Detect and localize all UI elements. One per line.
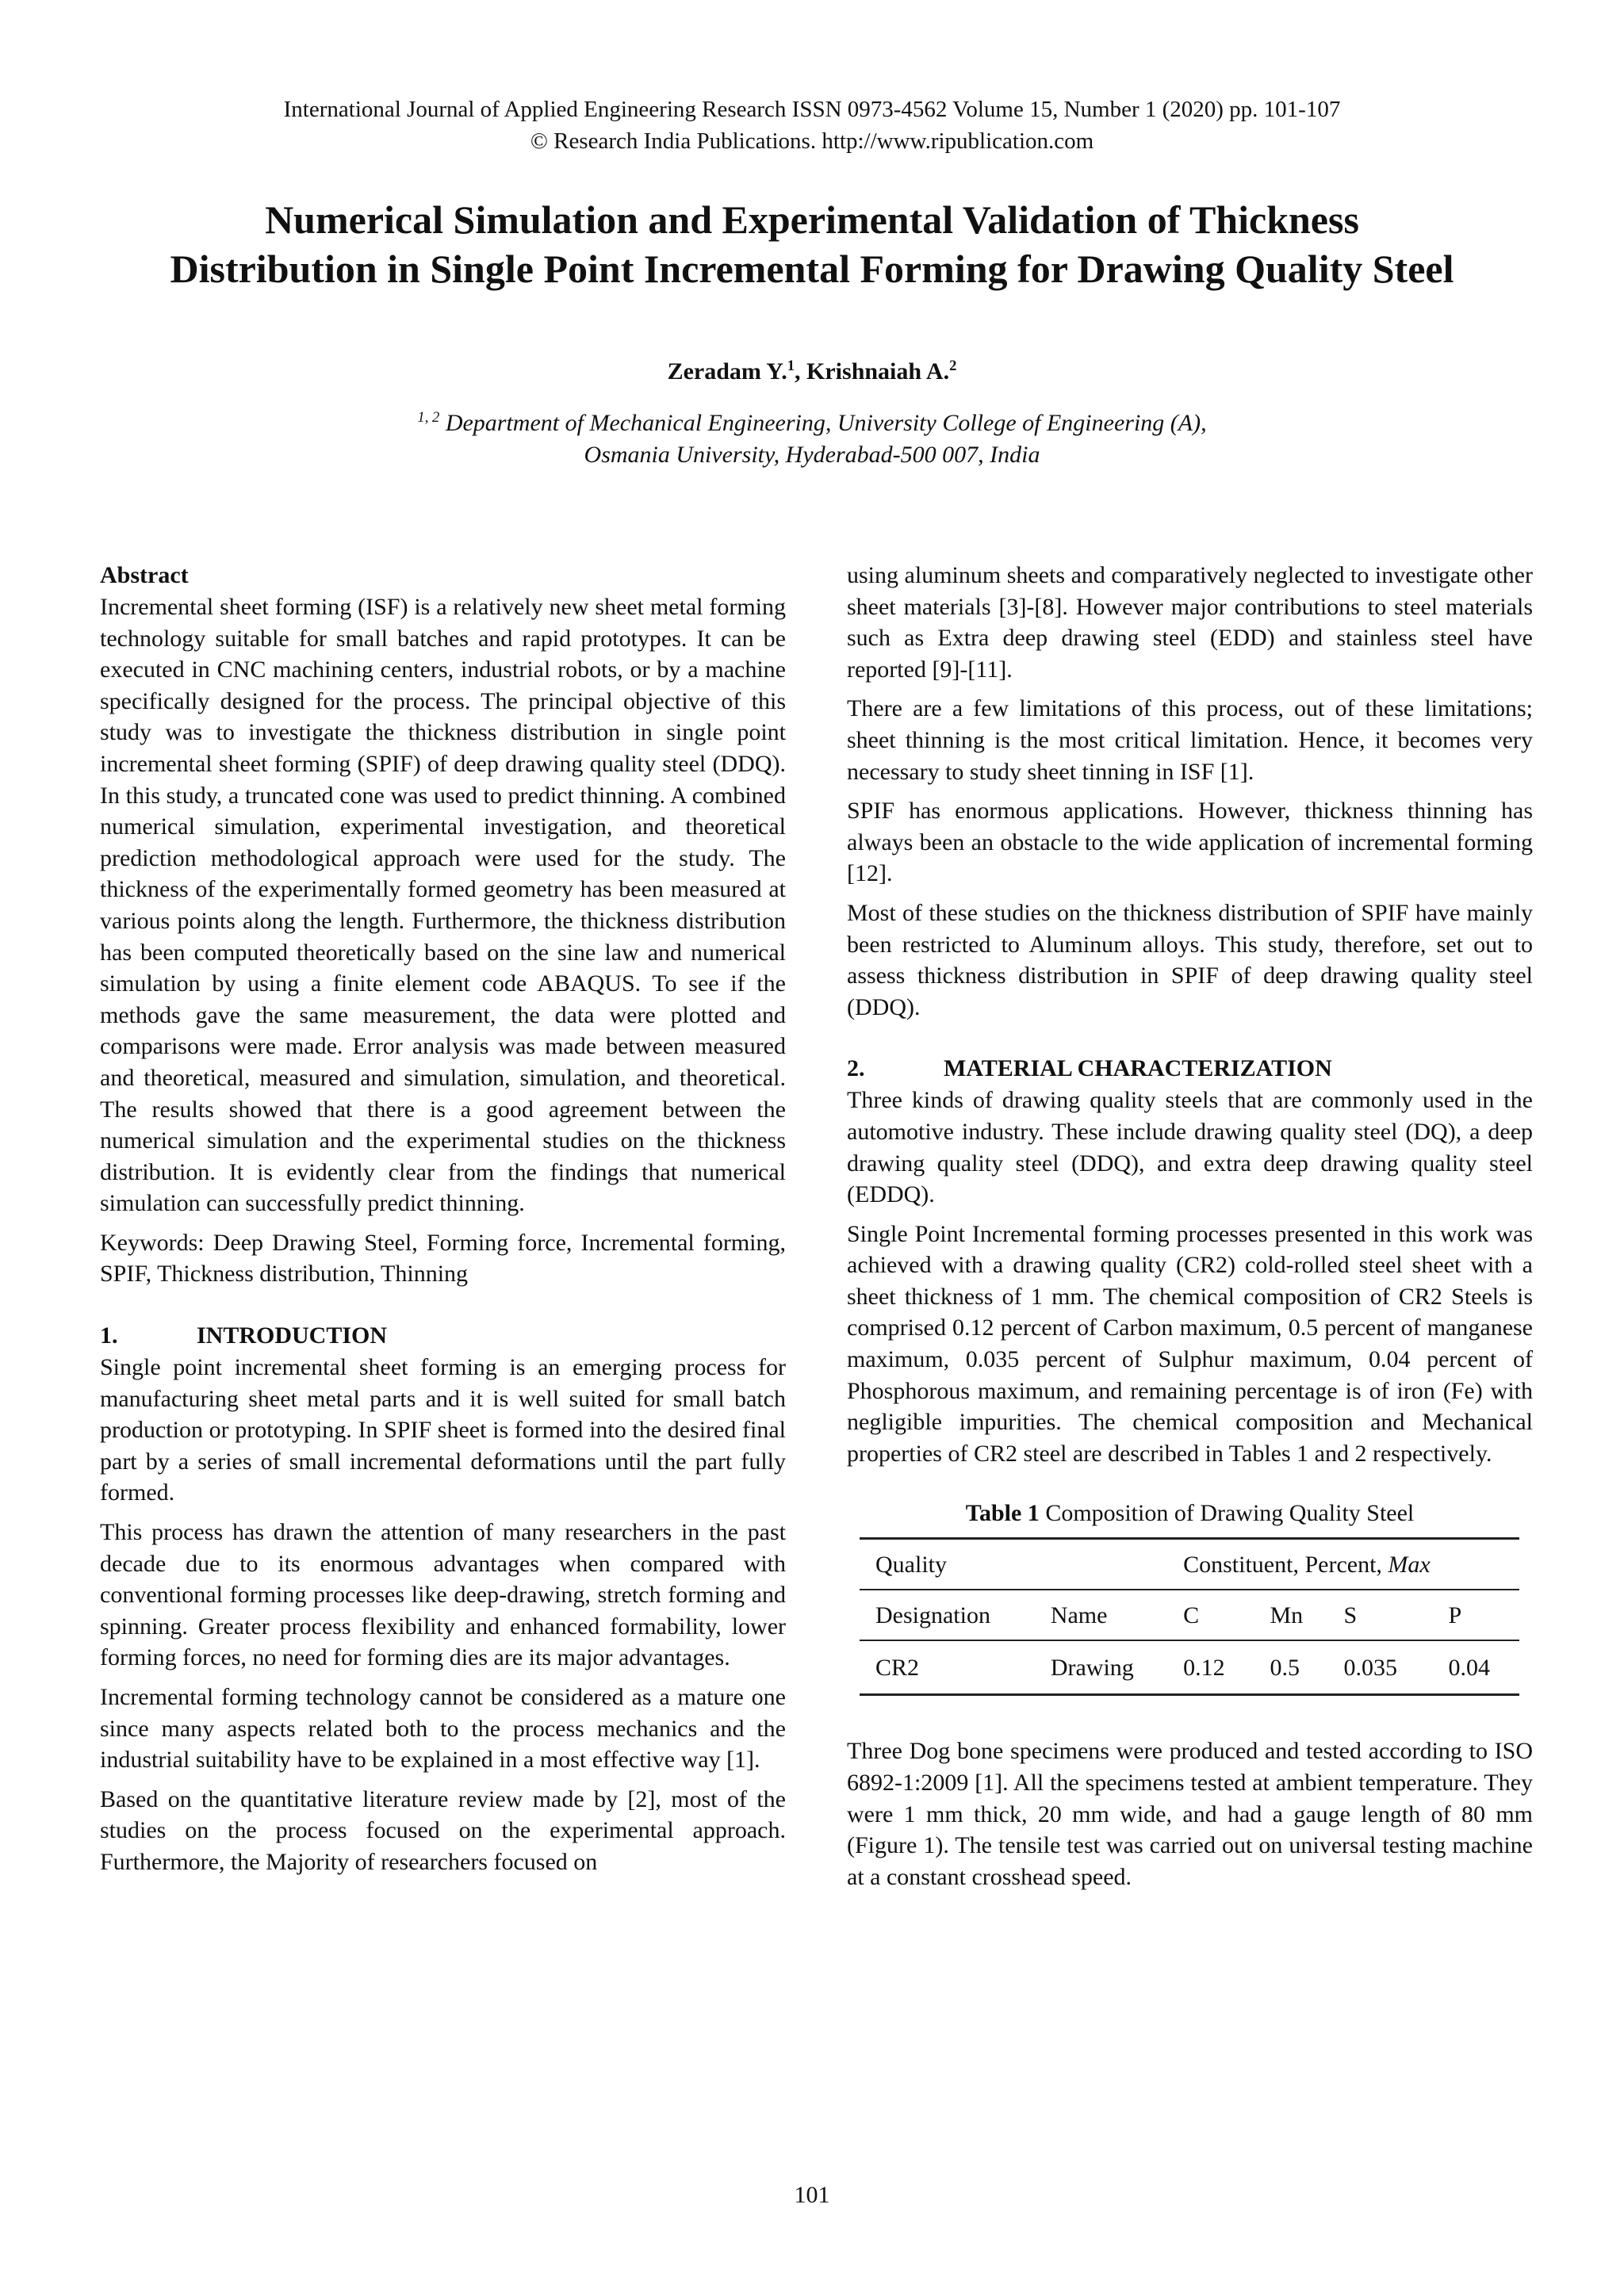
journal-header <box>0 94 1624 157</box>
intro-paragraph-1: Single point incremental sheet forming is an emerging process for manufacturing sheet metal parts and it is well suited for small batch production or prototyping. In SPIF sheet is formed into the desired final part by a series of small incremental deformations until the part fully formed. <box>100 1354 786 1506</box>
intro-number: 1. <box>100 1322 118 1349</box>
table-cell: 0.04 <box>1433 1640 1519 1695</box>
keywords: Keywords: Deep Drawing Steel, Forming force, Incremental forming, SPIF, Thickness distribution, Thinning <box>100 1229 786 1288</box>
table-header-cell: Designation <box>860 1590 1035 1640</box>
author-2: Krishnaiah A. <box>806 358 950 385</box>
table-cell: Drawing <box>1035 1640 1167 1695</box>
left-column <box>100 560 786 1886</box>
intro-heading <box>100 1320 786 1352</box>
author-1: Zeradam Y. <box>667 358 787 385</box>
material-paragraph-2: Single Point Incremental forming processes presented in this work was achieved with a drawing quality (CR2) cold-rolled steel sheet with a sheet thickness of 1 mm. The chemical composition of CR2 Steels is comprised 0.12 percent of Carbon maximum, 0.5 percent of manganese maximum, 0.035 percent of Sulphur maximum, 0.04 percent of Phosphorous maximum, and remaining percentage is of iron (Fe) with negligible impurities. The chemical composition and Mechanical properties of CR2 steel are described in Tables 1 and 2 respectively. <box>847 1220 1533 1467</box>
table-header-row-1 <box>860 1539 1519 1590</box>
max-label: Max <box>1388 1551 1431 1578</box>
author-1-affil: 1 <box>787 358 795 374</box>
journal-line-1: International Journal of Applied Engineering Research ISSN 0973-4562 Volume 15, Number 1 (2020) pp. 101-107 <box>283 97 1341 122</box>
table-1-caption <box>847 1498 1533 1529</box>
journal-line-2: © Research India Publications. http://www.ripublication.com <box>530 128 1094 154</box>
table-cell: 0.12 <box>1167 1640 1254 1695</box>
table-cell: CR2 <box>860 1640 1035 1695</box>
table-header-cell: C <box>1167 1590 1254 1640</box>
table-header-row-2 <box>860 1590 1519 1640</box>
material-title: MATERIAL CHARACTERIZATION <box>944 1055 1332 1082</box>
table-1-label: Table 1 <box>965 1500 1040 1527</box>
material-paragraph-3: Three Dog bone specimens were produced and tested according to ISO 6892-1:2009 [1]. All the specimens tested at ambient temperature. They were 1 mm thick, 20 mm wide, and had a gauge length of 80 mm (Figure 1). The tensile test was carried out on universal testing machine at a constant crosshead speed. <box>847 1738 1533 1890</box>
constituent-label: Constituent, Percent, <box>1183 1551 1388 1578</box>
right-column <box>847 560 1533 1900</box>
right-paragraph-3: SPIF has enormous applications. However, thickness thinning has always been an obstacle to the wide application of incremental forming [12]. <box>847 798 1533 887</box>
table-1-caption-text: Composition of Drawing Quality Steel <box>1039 1500 1415 1527</box>
paper-title <box>63 195 1561 293</box>
material-paragraph-1: Three kinds of drawing quality steels that are commonly used in the automotive industry. These include drawing quality steel (DQ), a deep drawing quality steel (DDQ), and extra deep drawing quality steel (EDDQ). <box>847 1087 1533 1208</box>
material-heading <box>847 1053 1533 1085</box>
title-line-2: Distribution in Single Point Incremental Forming for Drawing Quality Steel <box>170 247 1454 291</box>
intro-title: INTRODUCTION <box>197 1322 388 1349</box>
material-number: 2. <box>847 1055 865 1082</box>
affil-line-2: Osmania University, Hyderabad-500 007, India <box>584 442 1040 468</box>
abstract-text: Incremental sheet forming (ISF) is a relatively new sheet metal forming technology suitable for small batches and rapid prototypes. It can be executed in CNC machining centers, industrial robots, or by a machine specifically designed for the process. The principal objective of this study was to investigate the thickness distribution in single point incremental sheet forming (SPIF) of deep drawing quality steel (DDQ). In this study, a truncated cone was used to predict thinning. A combined numerical simulation, experimental investigation, and theoretical prediction methodological approach were used for the study. The thickness of the experimentally formed geometry has been measured at various points along the length. Furthermore, the thickness distribution has been computed theoretically based on the sine law and numerical simulation by using a finite element code ABAQUS. To see if the methods gave the same measurement, the data were plotted and comparisons were made. Error analysis was made between measured and theoretical, measured and simulation, simulation, and theoretical. The results showed that there is a good agreement between the numerical simulation and the experimental studies on the thickness distribution. It is evidently clear from the findings that numerical simulation can successfully predict thinning. <box>100 594 786 1217</box>
author-2-affil: 2 <box>949 358 957 374</box>
composition-table <box>860 1537 1519 1696</box>
table-header-quality: Quality <box>860 1539 1167 1590</box>
table-header-cell: Name <box>1035 1590 1167 1640</box>
intro-paragraph-4: Based on the quantitative literature review made by [2], most of the studies on the process focused on the experimental approach. Furthermore, the Majority of researchers focused on <box>100 1785 786 1875</box>
abstract-heading: Abstract <box>100 562 189 588</box>
table-cell: 0.5 <box>1254 1640 1327 1695</box>
right-paragraph-2: There are a few limitations of this process, out of these limitations; sheet thinning is the most critical limitation. Hence, it becomes very necessary to study sheet tinning in ISF [1]. <box>847 695 1533 785</box>
table-header-cell: P <box>1433 1590 1519 1640</box>
author-list <box>0 358 1624 385</box>
title-line-1: Numerical Simulation and Experimental Validation of Thickness <box>265 197 1359 242</box>
right-paragraph-1: using aluminum sheets and comparatively neglected to investigate other sheet materials [3]-[8]. However major contributions to steel materials such as Extra deep drawing steel (EDD) and stainless steel have reported [9]-[11]. <box>847 562 1533 683</box>
page-number: 101 <box>794 2182 830 2208</box>
affiliation <box>0 408 1624 471</box>
table-header-constituent <box>1167 1539 1519 1590</box>
table-cell: 0.035 <box>1328 1640 1433 1695</box>
table-header-cell: Mn <box>1254 1590 1327 1640</box>
intro-paragraph-3: Incremental forming technology cannot be considered as a mature one since many aspects related both to the process mechanics and the industrial suitability have to be explained in a most effective way [1]. <box>100 1684 786 1774</box>
right-paragraph-4: Most of these studies on the thickness distribution of SPIF have mainly been restricted to Aluminum alloys. This study, therefore, set out to assess thickness distribution in SPIF of deep drawing quality steel (DDQ). <box>847 899 1533 1020</box>
affil-sup: 1, 2 <box>417 409 440 426</box>
intro-paragraph-2: This process has drawn the attention of many researchers in the past decade due to its enormous advantages when compared with conventional forming processes like deep-drawing, stretch forming and spinning. Greater process flexibility and enhanced formability, lower forming forces, no need for forming dies are its major advantages. <box>100 1519 786 1671</box>
author-separator: , <box>795 358 807 385</box>
table-row <box>860 1640 1519 1695</box>
affil-line-1: Department of Mechanical Engineering, University College of Engineering (A), <box>439 410 1207 436</box>
table-header-cell: S <box>1328 1590 1433 1640</box>
